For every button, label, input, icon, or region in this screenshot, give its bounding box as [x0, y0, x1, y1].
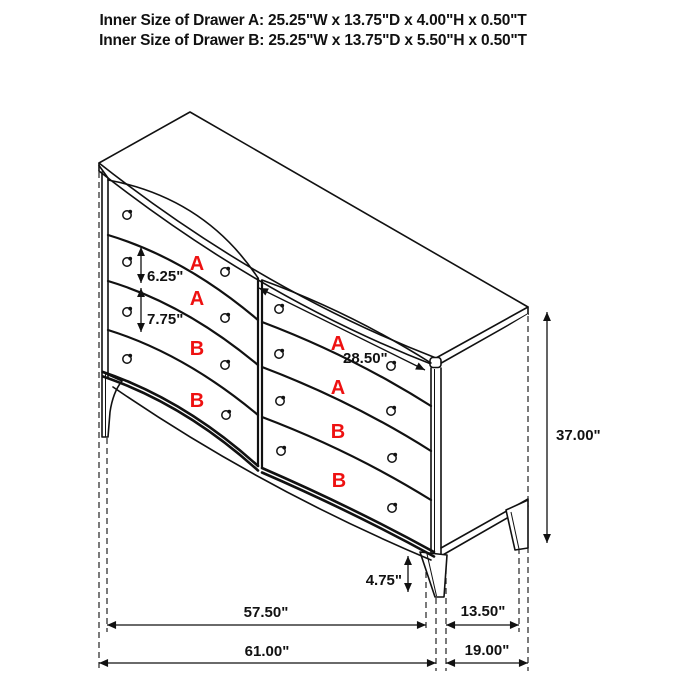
dimension-label-overall-width: 61.00"	[244, 643, 290, 660]
drawer-label-left-2: A	[189, 288, 205, 310]
dimension-label-drawer-b-height: 7.75"	[147, 311, 184, 328]
dimension-label-overall-depth: 19.00"	[464, 642, 510, 659]
base-molding-top-right	[262, 468, 434, 552]
dimension-label-overall-height: 37.00"	[556, 427, 601, 444]
knob-icon	[388, 503, 397, 513]
drawer-label-left-1: A	[189, 253, 205, 275]
knob-icon	[221, 267, 230, 276]
knob-icon	[387, 361, 396, 370]
knob-icon	[123, 354, 132, 363]
title-line-drawer-a: Inner Size of Drawer A: 25.25"W x 13.75"D x 4.00"H x 0.50"T	[99, 12, 527, 29]
drawer-divider-3-left	[108, 330, 258, 415]
front-right-leg	[420, 552, 447, 597]
dimension-label-drawer-a-height: 6.25"	[147, 268, 184, 285]
drawer-label-right-1: A	[330, 333, 346, 355]
drawer-label-right-3: B	[330, 421, 346, 443]
knob-icon	[275, 304, 284, 313]
drawer-divider-2-right	[262, 367, 431, 451]
knob-icon	[388, 453, 397, 462]
knob-icon	[123, 307, 132, 316]
dimension-label-front-width: 57.50"	[243, 604, 289, 621]
knob-icon	[277, 446, 286, 455]
knob-icon	[221, 313, 230, 322]
drawer-divider-3-right	[262, 417, 431, 500]
knob-icon	[221, 360, 230, 369]
dimension-label-leg-height: 4.75"	[365, 572, 402, 589]
dimension-label-right-section-width: 28.50"	[343, 350, 388, 367]
drawer-label-right-2: A	[330, 377, 346, 399]
drawer-label-right-4: B	[331, 470, 347, 492]
drawer-label-left-3: B	[189, 338, 205, 360]
knob-icon	[275, 349, 284, 358]
dresser-top-panel	[99, 112, 528, 368]
knob-icon	[123, 210, 132, 219]
base-molding-bottom-left	[103, 377, 258, 471]
corner-post-cap	[430, 358, 441, 368]
drawer-label-left-4: B	[189, 390, 205, 412]
title-line-drawer-b: Inner Size of Drawer B: 25.25"W x 13.75"D x 5.50"H x 0.50"T	[99, 32, 527, 49]
knob-icon	[387, 406, 396, 415]
knob-icon	[276, 396, 285, 405]
knob-icon	[123, 257, 132, 266]
knob-icon	[222, 410, 231, 419]
dimension-label-side-depth: 13.50"	[460, 603, 506, 620]
